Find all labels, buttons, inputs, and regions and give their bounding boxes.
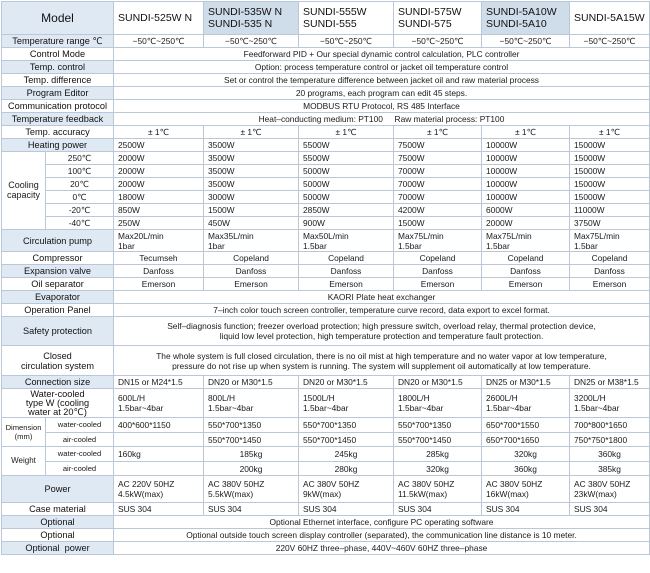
cooling-cell: 15000W: [570, 178, 650, 191]
cooling-cell: 1800W: [114, 191, 204, 204]
case-material-label: Case material: [2, 503, 114, 516]
weight-label: Weight: [2, 447, 46, 476]
cooling-cell: 10000W: [482, 165, 570, 178]
weight-cell: 245kg: [299, 447, 394, 462]
dimension-cell: 550*700*1450: [299, 433, 394, 447]
valve-cell: Danfoss: [204, 265, 299, 278]
temp-feedback-value: Heat–conducting medium: PT100 Raw material process: PT100: [114, 113, 650, 126]
closed-circulation-row: [2, 346, 650, 376]
accuracy-cell: ± 1℃: [482, 126, 570, 139]
evaporator-label: Evaporator: [2, 291, 114, 304]
cooling-temp: 100℃: [46, 165, 114, 178]
cooling-cell: 1500W: [204, 204, 299, 217]
closed-circulation-value: The whole system is full closed circulation, there is no oil mist at high temperature and no water vapor at low temperature, pressure do not rise up when system is running. The system will supplement oil automatically at low temperature.: [114, 346, 650, 376]
cooling-cell: 3500W: [204, 165, 299, 178]
water-cooled-cell: 600L/H 1.5bar~4bar: [114, 389, 204, 418]
optional-power-value: 220V 60HZ three–phase, 440V~460V 60HZ three–phase: [114, 542, 650, 555]
cooling-cell: 2000W: [114, 165, 204, 178]
valve-cell: Danfoss: [114, 265, 204, 278]
dimension-cell: 550*700*1350: [204, 418, 299, 433]
water-cooled-cell: 800L/H 1.5bar~4bar: [204, 389, 299, 418]
optional-power-label: Optional power: [2, 542, 114, 555]
cooling-cell: 2000W: [114, 178, 204, 191]
case-cell: SUS 304: [299, 503, 394, 516]
cooling-cell: 11000W: [570, 204, 650, 217]
compressor-cell: Tecumseh: [114, 252, 204, 265]
cooling-row: [2, 204, 650, 217]
separator-cell: Emerson: [394, 278, 482, 291]
evaporator-value: KAORI Plate heat exchanger: [114, 291, 650, 304]
model-col-3: SUNDI-555W SUNDI-555: [299, 2, 394, 35]
operation-panel-label: Operation Panel: [2, 304, 114, 317]
pump-cell: Max50L/min 1.5bar: [299, 230, 394, 252]
weight-cell: 280kg: [299, 462, 394, 476]
dimension-water-label: water-cooled: [46, 418, 114, 433]
weight-cell: 360kg: [570, 447, 650, 462]
pump-cell: Max75L/min 1.5bar: [394, 230, 482, 252]
power-row: [2, 476, 650, 503]
control-mode-label: Control Mode: [2, 48, 114, 61]
valve-cell: Danfoss: [482, 265, 570, 278]
compressor-cell: Copeland: [394, 252, 482, 265]
safety-row: [2, 317, 650, 346]
comm-protocol-label: Communication protocol: [2, 100, 114, 113]
cooling-cell: 2850W: [299, 204, 394, 217]
cooling-row: [2, 165, 650, 178]
cooling-cell: 5000W: [299, 178, 394, 191]
dimension-water-row: [2, 418, 650, 433]
operation-panel-row: [2, 304, 650, 317]
separator-cell: Emerson: [204, 278, 299, 291]
cooling-temp: -40℃: [46, 217, 114, 230]
dimension-cell: 400*600*1150: [114, 418, 204, 433]
temp-range-cell: −50℃~250℃: [299, 35, 394, 48]
model-label: Model: [2, 2, 114, 35]
weight-cell: [114, 462, 204, 476]
cooling-cell: 5000W: [299, 165, 394, 178]
cooling-row: [2, 178, 650, 191]
temp-range-cell: −50℃~250℃: [570, 35, 650, 48]
cooling-cell: 10000W: [482, 191, 570, 204]
connection-row: [2, 376, 650, 389]
connection-cell: DN25 or M38*1.5: [570, 376, 650, 389]
power-cell: AC 380V 50HZ 5.5kW(max): [204, 476, 299, 503]
heating-power-label: Heating power: [2, 139, 114, 152]
dimension-cell: 550*700*1450: [204, 433, 299, 447]
compressor-cell: Copeland: [299, 252, 394, 265]
temp-range-cell: −50℃~250℃: [394, 35, 482, 48]
cooling-cell: 3500W: [204, 178, 299, 191]
valve-cell: Danfoss: [299, 265, 394, 278]
water-cooled-row: [2, 389, 650, 418]
pump-cell: Max20L/min 1bar: [114, 230, 204, 252]
separator-cell: Emerson: [570, 278, 650, 291]
weight-cell: 385kg: [570, 462, 650, 476]
oil-separator-label: Oil separator: [2, 278, 114, 291]
weight-cell: 360kg: [482, 462, 570, 476]
cooling-cell: 450W: [204, 217, 299, 230]
weight-cell: 320kg: [394, 462, 482, 476]
weight-cell: 185kg: [204, 447, 299, 462]
cooling-cell: 7000W: [394, 191, 482, 204]
temp-diff-row: [2, 74, 650, 87]
temp-range-row: [2, 35, 650, 48]
closed-circulation-label: Closed circulation system: [2, 346, 114, 376]
accuracy-cell: ± 1℃: [114, 126, 204, 139]
case-cell: SUS 304: [570, 503, 650, 516]
model-col-6: SUNDI-5A15W: [570, 2, 650, 35]
dimension-cell: 550*700*1350: [394, 418, 482, 433]
control-mode-row: [2, 48, 650, 61]
pump-cell: Max35L/min 1bar: [204, 230, 299, 252]
separator-cell: Emerson: [299, 278, 394, 291]
program-editor-label: Program Editor: [2, 87, 114, 100]
connection-label: Connection size: [2, 376, 114, 389]
water-cooled-label: Water-cooled type W (cooling water at 20℃): [2, 389, 114, 418]
cooling-cell: 250W: [114, 217, 204, 230]
dimension-cell: 550*700*1450: [394, 433, 482, 447]
evaporator-row: [2, 291, 650, 304]
temp-accuracy-row: [2, 126, 650, 139]
cooling-cell: 10000W: [482, 152, 570, 165]
heating-power-row: [2, 139, 650, 152]
cooling-cell: 5500W: [299, 152, 394, 165]
case-cell: SUS 304: [204, 503, 299, 516]
cooling-cell: 2000W: [482, 217, 570, 230]
compressor-cell: Copeland: [482, 252, 570, 265]
heating-cell: 5500W: [299, 139, 394, 152]
water-cooled-cell: 1800L/H 1.5bar~4bar: [394, 389, 482, 418]
water-cooled-cell: 2600L/H 1.5bar~4bar: [482, 389, 570, 418]
heating-cell: 2500W: [114, 139, 204, 152]
weight-water-row: [2, 447, 650, 462]
dimension-air-row: [2, 433, 650, 447]
accuracy-cell: ± 1℃: [299, 126, 394, 139]
circulation-pump-label: Circulation pump: [2, 230, 114, 252]
cooling-row: [2, 152, 650, 165]
temp-range-label: Temperature range ℃: [2, 35, 114, 48]
pump-cell: Max75L/min 1.5bar: [570, 230, 650, 252]
power-cell: AC 380V 50HZ 9kW(max): [299, 476, 394, 503]
compressor-row: [2, 252, 650, 265]
temp-control-row: [2, 61, 650, 74]
model-col-4: SUNDI-575W SUNDI-575: [394, 2, 482, 35]
case-cell: SUS 304: [482, 503, 570, 516]
connection-cell: DN20 or M30*1.5: [394, 376, 482, 389]
power-label: Power: [2, 476, 114, 503]
weight-air-row: [2, 462, 650, 476]
program-editor-row: [2, 87, 650, 100]
model-col-2: SUNDI-535W N SUNDI-535 N: [204, 2, 299, 35]
power-cell: AC 380V 50HZ 11.5kW(max): [394, 476, 482, 503]
heating-cell: 15000W: [570, 139, 650, 152]
cooling-cell: 7000W: [394, 165, 482, 178]
spec-table: [1, 1, 650, 555]
cooling-cell: 3750W: [570, 217, 650, 230]
cooling-cell: 15000W: [570, 165, 650, 178]
case-cell: SUS 304: [394, 503, 482, 516]
weight-air-label: air-cooled: [46, 462, 114, 476]
water-cooled-cell: 1500L/H 1.5bar~4bar: [299, 389, 394, 418]
heating-cell: 7500W: [394, 139, 482, 152]
cooling-cell: 4200W: [394, 204, 482, 217]
cooling-temp: 0℃: [46, 191, 114, 204]
temp-feedback-label: Temperature feedback: [2, 113, 114, 126]
cooling-capacity-label: Cooling capacity: [2, 152, 46, 230]
cooling-row: [2, 191, 650, 204]
circulation-pump-row: [2, 230, 650, 252]
cooling-cell: 15000W: [570, 191, 650, 204]
temp-diff-value: Set or control the temperature difference between jacket oil and raw material process: [114, 74, 650, 87]
cooling-cell: 3500W: [204, 152, 299, 165]
temp-range-cell: −50℃~250℃: [482, 35, 570, 48]
separator-cell: Emerson: [114, 278, 204, 291]
control-mode-value: Feedforward PID + Our special dynamic control calculation, PLC controller: [114, 48, 650, 61]
cooling-row: [2, 217, 650, 230]
optional-label: Optional: [2, 529, 114, 542]
safety-value: Self–diagnosis function; freezer overload protection; high pressure switch, overload relay, thermal protection device, liquid low level protection, high temperature protection and temperature fault protection.: [114, 317, 650, 346]
dimension-cell: 650*700*1550: [482, 418, 570, 433]
temp-diff-label: Temp. difference: [2, 74, 114, 87]
connection-cell: DN15 or M24*1.5: [114, 376, 204, 389]
model-col-5: SUNDI-5A10W SUNDI-5A10: [482, 2, 570, 35]
optional-value: Optional outside touch screen display controller (separated), the communication line distance is 10 meter.: [114, 529, 650, 542]
connection-cell: DN20 or M30*1.5: [204, 376, 299, 389]
water-cooled-cell: 3200L/H 1.5bar~4bar: [570, 389, 650, 418]
comm-protocol-value: MODBUS RTU Protocol, RS 485 Interface: [114, 100, 650, 113]
dimension-air-label: air-cooled: [46, 433, 114, 447]
dimension-label: Dimension (mm): [2, 418, 46, 447]
optional-label: Optional: [2, 516, 114, 529]
cooling-temp: -20℃: [46, 204, 114, 217]
cooling-cell: 10000W: [482, 178, 570, 191]
program-editor-value: 20 programs, each program can edit 45 steps.: [114, 87, 650, 100]
oil-separator-row: [2, 278, 650, 291]
temp-accuracy-label: Temp. accuracy: [2, 126, 114, 139]
cooling-temp: 20℃: [46, 178, 114, 191]
temp-control-value: Option: process temperature control or jacket oil temperature control: [114, 61, 650, 74]
cooling-cell: 1500W: [394, 217, 482, 230]
cooling-cell: 3000W: [204, 191, 299, 204]
accuracy-cell: ± 1℃: [394, 126, 482, 139]
case-cell: SUS 304: [114, 503, 204, 516]
power-cell: AC 380V 50HZ 16kW(max): [482, 476, 570, 503]
dimension-cell: 750*750*1800: [570, 433, 650, 447]
temp-feedback-row: [2, 113, 650, 126]
power-cell: AC 220V 50HZ 4.5kW(max): [114, 476, 204, 503]
cooling-cell: 7000W: [394, 178, 482, 191]
safety-label: Safety protection: [2, 317, 114, 346]
cooling-cell: 6000W: [482, 204, 570, 217]
temp-range-cell: −50℃~250℃: [114, 35, 204, 48]
cooling-cell: 2000W: [114, 152, 204, 165]
valve-cell: Danfoss: [570, 265, 650, 278]
valve-cell: Danfoss: [394, 265, 482, 278]
expansion-valve-label: Expansion valve: [2, 265, 114, 278]
temp-control-label: Temp. control: [2, 61, 114, 74]
dimension-cell: 700*800*1650: [570, 418, 650, 433]
expansion-valve-row: [2, 265, 650, 278]
compressor-cell: Copeland: [204, 252, 299, 265]
dimension-cell: 650*700*1650: [482, 433, 570, 447]
cooling-cell: 15000W: [570, 152, 650, 165]
weight-cell: 160kg: [114, 447, 204, 462]
cooling-cell: 850W: [114, 204, 204, 217]
weight-cell: 200kg: [204, 462, 299, 476]
cooling-cell: 900W: [299, 217, 394, 230]
weight-cell: 285kg: [394, 447, 482, 462]
separator-cell: Emerson: [482, 278, 570, 291]
cooling-cell: 5000W: [299, 191, 394, 204]
operation-panel-value: 7–inch color touch screen controller, temperature curve record, data export to excel format.: [114, 304, 650, 317]
accuracy-cell: ± 1℃: [570, 126, 650, 139]
cooling-cell: 7500W: [394, 152, 482, 165]
accuracy-cell: ± 1℃: [204, 126, 299, 139]
optional-power-row: [2, 542, 650, 555]
header-row: [2, 2, 650, 35]
weight-water-label: water-cooled: [46, 447, 114, 462]
weight-cell: 320kg: [482, 447, 570, 462]
optional-value: Optional Ethernet interface, configure PC operating software: [114, 516, 650, 529]
cooling-temp: 250℃: [46, 152, 114, 165]
dimension-cell: [114, 433, 204, 447]
compressor-cell: Copeland: [570, 252, 650, 265]
optional-row: [2, 529, 650, 542]
heating-cell: 10000W: [482, 139, 570, 152]
dimension-cell: 550*700*1350: [299, 418, 394, 433]
comm-protocol-row: [2, 100, 650, 113]
case-material-row: [2, 503, 650, 516]
heating-cell: 3500W: [204, 139, 299, 152]
model-col-1: SUNDI-525W N: [114, 2, 204, 35]
pump-cell: Max75L/min 1.5bar: [482, 230, 570, 252]
optional-row: [2, 516, 650, 529]
connection-cell: DN20 or M30*1.5: [299, 376, 394, 389]
compressor-label: Compressor: [2, 252, 114, 265]
temp-range-cell: −50℃~250℃: [204, 35, 299, 48]
connection-cell: DN25 or M30*1.5: [482, 376, 570, 389]
power-cell: AC 380V 50HZ 23kW(max): [570, 476, 650, 503]
